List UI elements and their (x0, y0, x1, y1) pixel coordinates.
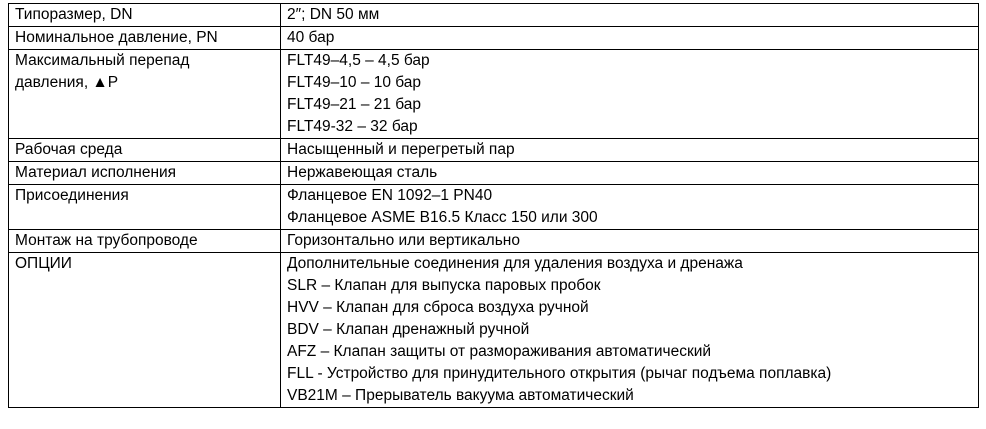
spec-row-connections (9, 185, 979, 230)
spec-value-cell (281, 185, 979, 230)
spec-row-installation (9, 230, 979, 253)
spec-value: FLT49–4,5 – 4,5 бар (287, 52, 430, 69)
spec-label-cell (9, 185, 281, 230)
spec-label-cell (9, 162, 281, 185)
spec-value: Дополнительные соединения для удаления воздуха и дренажа (287, 255, 743, 272)
spec-label: Рабочая среда (15, 141, 123, 158)
spec-row-options (9, 253, 979, 408)
spec-value-cell (281, 4, 979, 27)
spec-label: Монтаж на трубопроводе (15, 232, 198, 249)
spec-value-cell (281, 27, 979, 50)
spec-value: Фланцевое EN 1092–1 PN40 (287, 187, 493, 204)
spec-row-nominal-pressure (9, 27, 979, 50)
spec-value-cell (281, 50, 979, 139)
spec-value-cell (281, 162, 979, 185)
spec-value: 40 бар (287, 29, 335, 46)
spec-row-working-medium (9, 139, 979, 162)
spec-label: ОПЦИИ (15, 255, 72, 272)
spec-value: FLT49-32 – 32 бар (287, 118, 418, 135)
spec-value: BDV – Клапан дренажный ручной (287, 321, 530, 338)
spec-label-cell (9, 230, 281, 253)
spec-value: HVV – Клапан для сброса воздуха ручной (287, 299, 589, 316)
spec-row-size (9, 4, 979, 27)
spec-value: FLL - Устройство для принудительного открытия (рычаг подъема поплавка) (287, 365, 832, 382)
spec-value: 2″; DN 50 мм (287, 6, 380, 23)
specification-table (8, 3, 979, 408)
spec-value: VB21M – Прерыватель вакуума автоматический (287, 387, 634, 404)
spec-row-material (9, 162, 979, 185)
spec-value: Горизонтально или вертикально (287, 232, 520, 249)
spec-row-max-pressure-drop (9, 50, 979, 139)
spec-label: давления, ▲P (15, 74, 119, 91)
spec-value-cell (281, 139, 979, 162)
spec-value-cell (281, 253, 979, 408)
spec-value: FLT49–21 – 21 бар (287, 96, 422, 113)
spec-value: AFZ – Клапан защиты от размораживания автоматический (287, 343, 712, 360)
spec-label-cell (9, 4, 281, 27)
spec-value: SLR – Клапан для выпуска паровых пробок (287, 277, 601, 294)
spec-label-cell (9, 27, 281, 50)
spec-label: Материал исполнения (15, 164, 177, 181)
spec-value-cell (281, 230, 979, 253)
spec-label: Типоразмер, DN (15, 6, 133, 23)
spec-label: Присоединения (15, 187, 129, 204)
spec-label: Максимальный перепад (15, 52, 190, 69)
spec-label: Номинальное давление, PN (15, 29, 218, 46)
spec-value: Фланцевое ASME B16.5 Класс 150 или 300 (287, 209, 598, 226)
spec-value: FLT49–10 – 10 бар (287, 74, 422, 91)
spec-value: Нержавеющая сталь (287, 164, 438, 181)
spec-label-cell (9, 253, 281, 408)
spec-label-cell (9, 139, 281, 162)
spec-value: Насыщенный и перегретый пар (287, 141, 515, 158)
spec-label-cell (9, 50, 281, 139)
